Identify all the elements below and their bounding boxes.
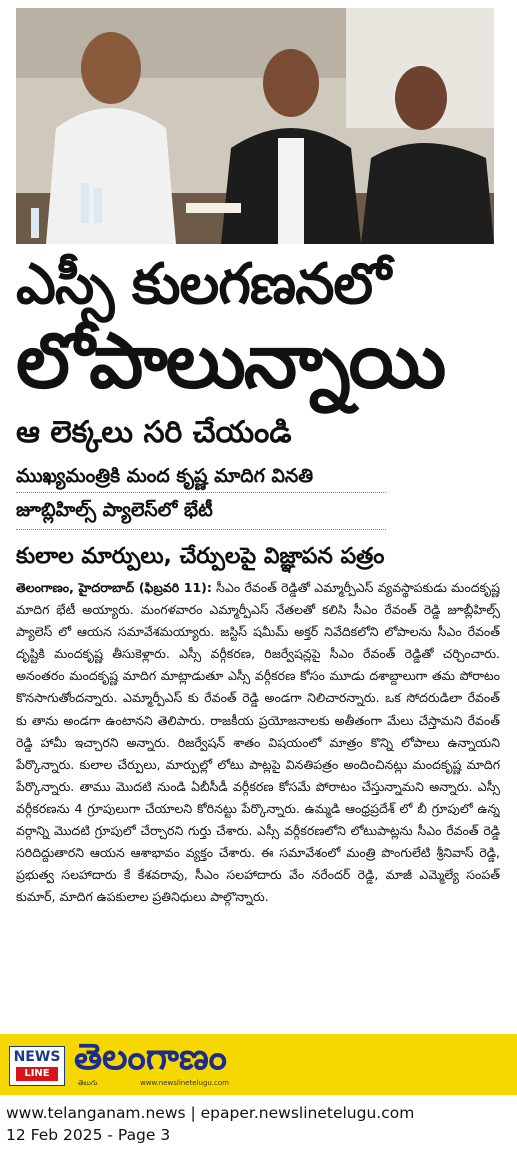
meeting-photo-illustration xyxy=(16,8,494,244)
headline-line-3: ఆ లెక్కలు సరి చేయండి xyxy=(16,415,292,450)
footer-links[interactable]: www.telanganam.news | epaper.newslinetelugu.com xyxy=(6,1104,415,1122)
subheading-1: ముఖ్యమంత్రికి మంద కృష్ణ మాదిగ వినతి xyxy=(16,465,314,487)
article-dateline: తెలంగాణం, హైదరాబాద్ (ఫిబ్రవరి 11): xyxy=(16,580,212,595)
subheading-3: కులాల మార్పులు, చేర్పులపై విజ్ఞాపన పత్రం xyxy=(16,544,385,569)
logo-text-top: NEWS xyxy=(13,1049,61,1065)
footer-date-page: 12 Feb 2025 - Page 3 xyxy=(6,1126,171,1144)
masthead-title: తెలంగాణం xyxy=(74,1037,227,1078)
masthead-website: www.newslinetelugu.com xyxy=(140,1079,229,1087)
headline-line-1: ఎస్సీ కులగణనలో xyxy=(16,252,391,317)
divider xyxy=(16,492,386,493)
footer-band xyxy=(0,1034,517,1095)
masthead-tagline: తెలుగు xyxy=(78,1079,98,1087)
article-photo xyxy=(16,8,494,244)
headline-line-2: లోపాలున్నాయి xyxy=(16,316,445,405)
newsline-logo xyxy=(9,1046,65,1086)
article-text: సీఎం రేవంత్ రెడ్డితో ఎమ్మార్పీఎస్ వ్యవస్థాపకుడు మందకృష్ణ మాదిగ భేటీ అయ్యారు. మంగళవారం ఎమ్మార్పీఎస్ నేతలతో కలిసి సీఎం రేవంత్ రెడ్డి జూబ్లీహిల్స్ ప్యాలెస్ లో ఆయన సమావేశమయ్యారు. జస్టిస్ షమీమ్ అక్తర్ నివేదికలోని లోపాలను సీఎం రేవంత్ దృష్టికి మందకృష్ణ తీసుకెళ్లారు. ఎస్సీ వర్గీకరణ, రిజర్వేషన్లపై సీఎం రేవంత్ రెడ్డితో చర్చించారు. అనంతరం మందకృష్ణ మాదిగ మాట్లాడుతూ ఎస్సీ వర్గీకరణ కోసం మూడు దశాబ్దాలుగా తమ పోరాటం కొనసాగుతోందన్నారు. ఎమ్మార్పీఎస్ కు రేవంత్ రెడ్డి అండగా నిలిచారన్నారు. ఒక సోదరుడిలా రేవంత్ కు తాను అండగా ఉంటానని తెలిపారు. రాజకీయ ప్రయోజనాలకు అతీతంగా మేలు చేస్తామని రేవంత్ రెడ్డి హామీ ఇచ్చారని అన్నారు. రిజర్వేషన్ శాతం విషయంలో మాత్రం కొన్ని లోపాలు ఉన్నాయని పేర్కొన్నారు. కులాల చేర్పులు, మార్పుల్లో లోటు పాట్లపై వినతిపత్రం అందించినట్లు మందకృష్ణ మాదిగ పేర్కొన్నారు. తాము మొదటి నుండి ఏబీసీడీ వర్గీకరణ కోసమే పోరాటం చేస్తున్నామని అన్నారు. ఎస్సీ వర్గీకరణను 4 గ్రూపులుగా చేయాలని కోరినట్టు పేర్కొన్నారు. ఉమ్మడి ఆంధ్రప్రదేశ్ లో బీ గ్రూపులో ఉన్న వర్గాన్ని మొదటి గ్రూపులో చేర్చారని గుర్తు చేశారు. ఎస్సీ వర్గీకరణలోని లోటుపాట్లను సీఎం రేవంత్ రెడ్డి సరిదిద్దుతారని ఆయన ఆశాభావం వ్యక్తం చేశారు. ఈ సమావేశంలో మంత్రి పొంగులేటి శ్రీనివాస్ రెడ్డి, ప్రభుత్వ సలహాదారు కే కేశవరావు, సీఎం సలహాదారు వేం నరేందర్ రెడ్డి, మాజీ ఎమ్మెల్యే సంపత్ కుమార్, మాదిగ ఉపకులాల ప్రతినిధులు పాల్గొన్నారు. xyxy=(16,580,500,905)
subheading-2: జూబ్లిహిల్స్ ప్యాలెస్‌లో భేటీ xyxy=(16,499,213,521)
logo-text-bottom: LINE xyxy=(16,1067,58,1081)
article-body xyxy=(16,577,500,1027)
divider xyxy=(16,529,386,530)
